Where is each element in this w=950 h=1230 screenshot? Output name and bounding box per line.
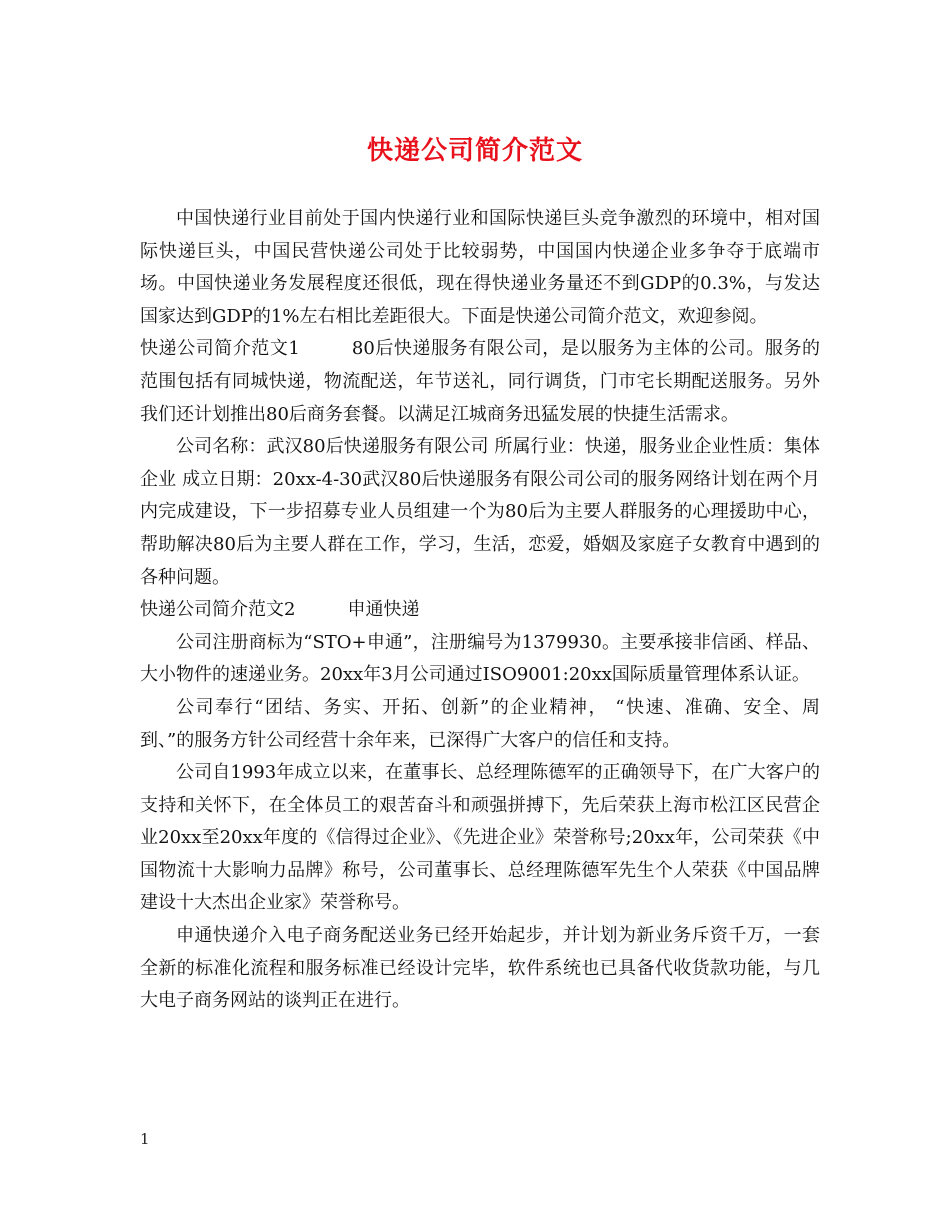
- paragraph-intro: 中国快递行业目前处于国内快递行业和国际快递巨头竞争激烈的环境中，相对国际快递巨头，中国民营快递公司处于比较弱势，中国国内快递企业多争夺于底端市场。中国快递业务发展程度还很低，现在得快递业务量还不到GDP的0.3%，与发达国家达到GDP的1%左右相比差距很大。下面是快递公司简介范文，欢迎参阅。: [140, 208, 820, 327]
- document-title: 快递公司简介范文: [366, 136, 583, 166]
- page-number: 1: [140, 1130, 150, 1148]
- paragraph-sample-2-text: 申通快递: [347, 599, 420, 621]
- paragraph-trademark: 公司注册商标为“STO+申通”，注册编号为1379930。主要承接非信函、样品、大小物件的速递业务。20xx年3月公司通过ISO9001:20xx国际质量管理体系认证。: [140, 631, 820, 686]
- paragraph-spirit: 公司奉行“团结、务实、开拓、创新”的企业精神， “快速、准确、安全、周到、”的服务方针公司经营十余年来，已深得广大客户的信任和支持。: [140, 696, 820, 751]
- document-body: [140, 203, 820, 1018]
- section-heading-sample-1: 快递公司简介范文1: [140, 338, 300, 360]
- paragraph-sample-2: [140, 594, 820, 627]
- paragraph-sample-1: [140, 333, 820, 431]
- section-heading-sample-2: 快递公司简介范文2: [140, 599, 296, 621]
- paragraph-ecommerce: 申通快递介入电子商务配送业务已经开始起步，并计划为新业务斥资千万，一套全新的标准化流程和服务标准已经设计完毕，软件系统也已具备代收货款功能，与几大电子商务网站的谈判正在进行。: [140, 925, 820, 1012]
- paragraph-history: 公司自1993年成立以来，在董事长、总经理陈德军的正确领导下，在广大客户的支持和关怀下，在全体员工的艰苦奋斗和顽强拼搏下，先后荣获上海市松江区民营企业20xx至20xx年度的《信得过企业》、《先进企业》荣誉称号;20xx年，公司荣获《中国物流十大影响力品牌》称号，公司董事长、总经理陈德军先生个人荣获《中国品牌建设十大杰出企业家》荣誉称号。: [140, 762, 820, 914]
- paragraph-sample-1-text: 80后快递服务有限公司，是以服务为主体的公司。服务的范围包括有同城快递，物流配送，年节送礼，同行调货，门市宅长期配送服务。另外我们还计划推出80后商务套餐。以满足江城商务迅猛发展的快捷生活需求。: [140, 338, 821, 425]
- paragraph-company-info: 公司名称：武汉80后快递服务有限公司 所属行业：快递，服务业企业性质：集体企业 成立日期：20xx-4-30武汉80后快递服务有限公司公司的服务网络计划在两个月内完成建设，下一步招募专业人员组建一个为80后为主要人群服务的心理援助中心，帮助解决80后为主要人群在工作，学习，生活，恋爱，婚姻及家庭子女教育中遇到的各种问题。: [140, 436, 820, 588]
